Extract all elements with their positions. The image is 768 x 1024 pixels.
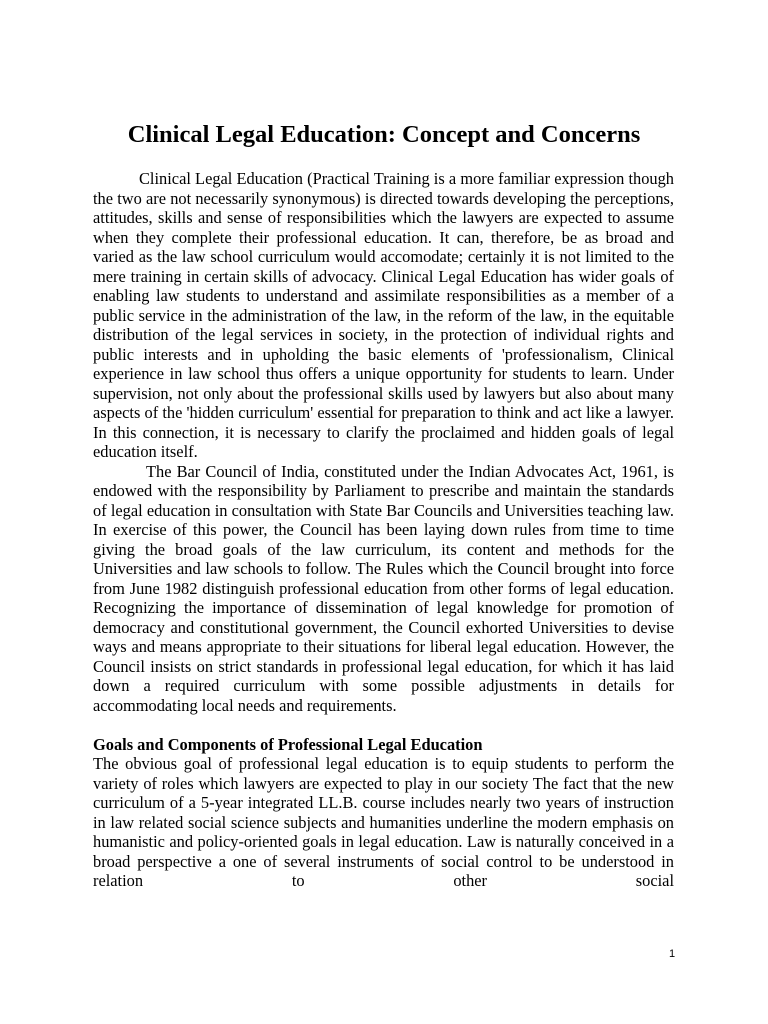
document-body: [93, 169, 674, 891]
paragraph-intro: Clinical Legal Education (Practical Training is a more familiar expression though the two are not necessarily synonymous) is directed towards developing the perceptions, attitudes, skills and sense of responsibilities which the lawyers are expected to assume when they complete their professional education. It can, therefore, be as broad and varied as the law school curriculum would accomodate; certainly it is not limited to the mere training in certain skills of advocacy. Clinical Legal Education has wider goals of enabling law students to understand and assimilate responsibilities as a member of a public service in the administration of the law, in the reform of the law, in the equitable distribution of the legal services in society, in the protection of individual rights and public interests and in upholding the basic elements of 'professionalism, Clinical experience in law school thus offers a unique opportunity for students to learn. Under supervision, not only about the professional skills used by lawyers but also about many aspects of the 'hidden curriculum' essential for preparation to think and act like a lawyer. In this connection, it is necessary to clarify the proclaimed and hidden goals of legal education itself.: [93, 169, 674, 461]
paragraph-bar-council: The Bar Council of India, constituted under the Indian Advocates Act, 1961, is endowed with the responsibility by Parliament to prescribe and maintain the standards of legal education in consultation with State Bar Councils and Universities teaching law. In exercise of this power, the Council has been laying down rules from time to time giving the broad goals of the law curriculum, its content and methods for the Universities and law schools to follow. The Rules which the Council brought into force from June 1982 distinguish professional education from other forms of legal education. Recognizing the importance of dissemination of legal knowledge for promotion of democracy and constitutional government, the Council exhorted Universities to devise ways and means appropriate to their situations for liberal legal education. However, the Council insists on strict standards in professional legal education, for which it has laid down a required curriculum with some possible adjustments in details for accommodating local needs and requirements.: [93, 461, 674, 715]
paragraph-goals: The obvious goal of professional legal education is to equip students to perform the variety of roles which lawyers are expected to play in our society The fact that the new curriculum of a 5-year integrated LL.B. course includes nearly two years of instruction in law related social science subjects and humanities underline the modern emphasis on humanistic and policy-oriented goals in legal education. Law is naturally conceived in a broad perspective a one of several instruments of social control to be understood in relation to other social: [93, 754, 674, 890]
document-title: Clinical Legal Education: Concept and Concerns: [127, 121, 641, 148]
section-heading: Goals and Components of Professional Legal Education: [93, 734, 483, 754]
page-number: 1: [668, 948, 676, 960]
